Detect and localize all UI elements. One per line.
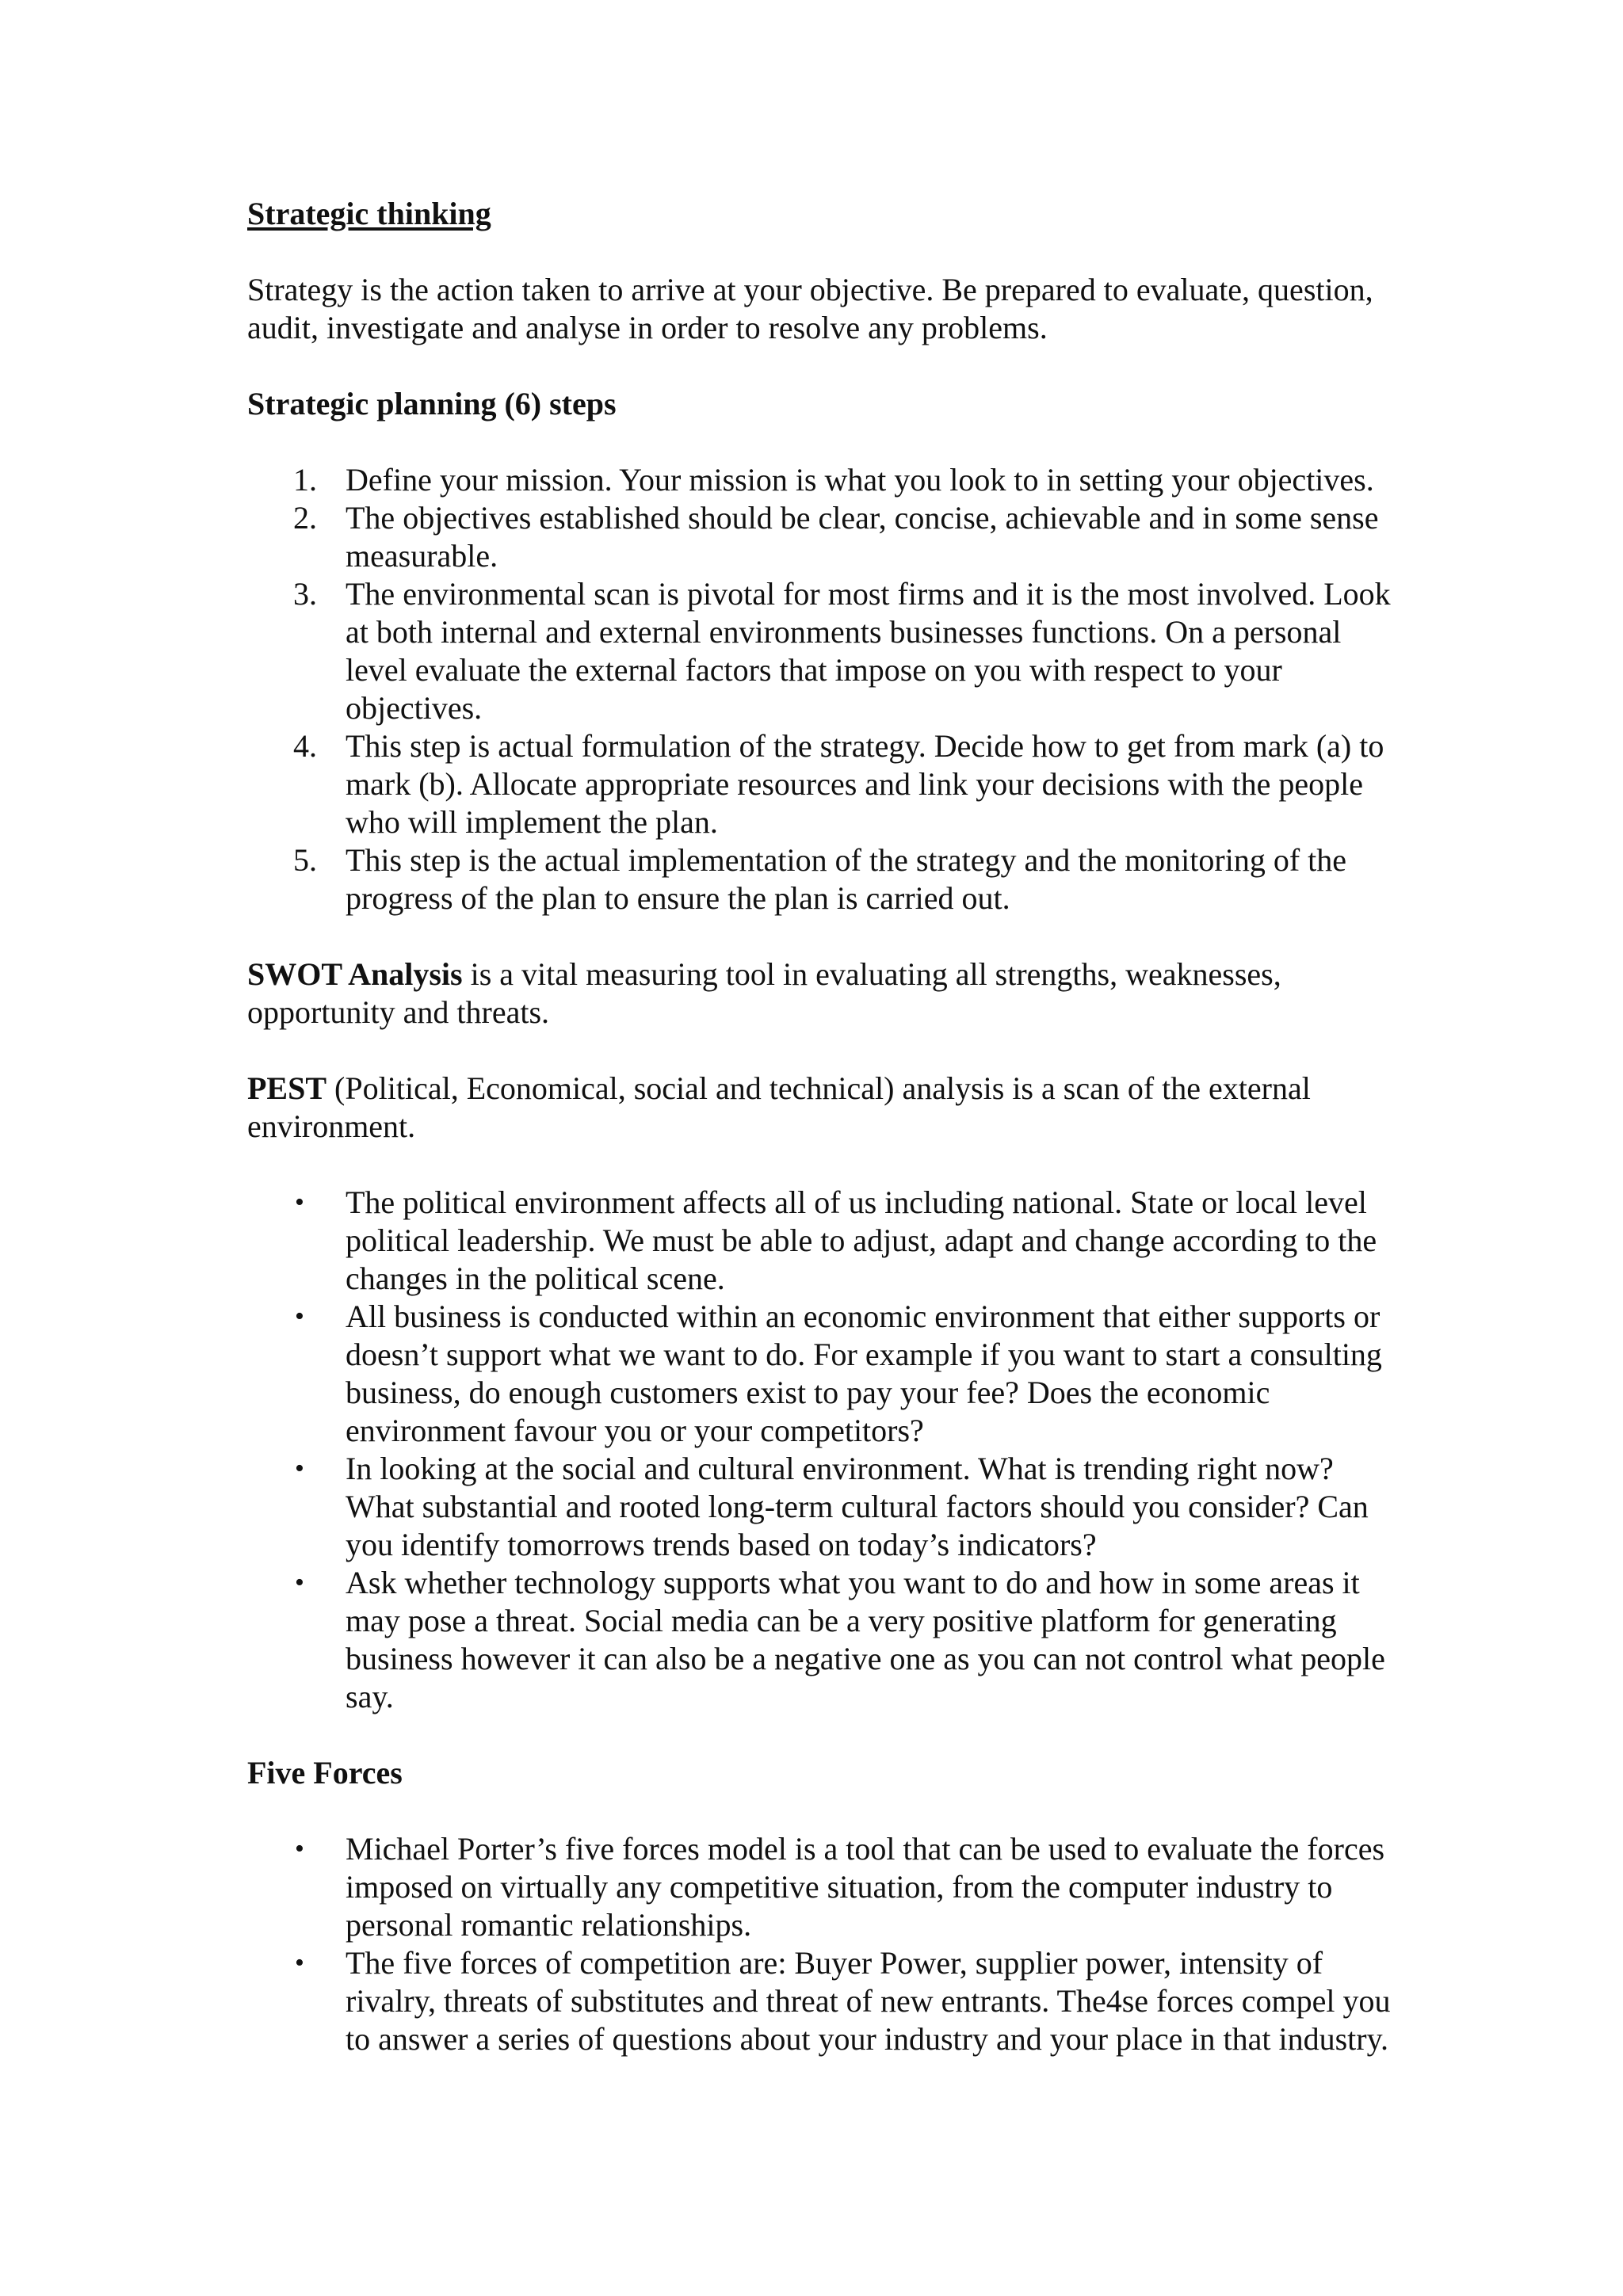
five-forces-bullet-list <box>247 1830 1396 2058</box>
bullet-icon: • <box>295 1834 304 1863</box>
list-item-text: Ask whether technology supports what you want to do and how in some areas it may pose a threat. Social media can be a very positive platform for generating business however it can also be a negative one as you can not control what people say. <box>346 1565 1385 1714</box>
list-item-text: Define your mission. Your mission is what you look to in setting your objectives. <box>346 462 1374 498</box>
pest-paragraph <box>247 1070 1396 1146</box>
list-item <box>247 841 1396 917</box>
planning-steps-list <box>247 461 1396 917</box>
list-item-text: All business is conducted within an economic environment that either supports or doesn’t support what we want to do. For example if you want to start a consulting business, do enough customers exist to pay your fee? Does the economic environment favour you or your competitors? <box>346 1299 1382 1448</box>
list-item <box>247 575 1396 727</box>
five-forces-heading: Five Forces <box>247 1755 403 1791</box>
bullet-icon: • <box>295 1568 304 1597</box>
pest-term: PEST <box>247 1070 327 1106</box>
list-number: 2. <box>293 500 317 536</box>
list-item <box>247 1184 1396 1298</box>
bullet-icon: • <box>295 1454 304 1483</box>
bullet-icon: • <box>295 1188 304 1217</box>
list-item <box>247 1830 1396 1944</box>
list-item <box>247 727 1396 841</box>
list-item-text: The environmental scan is pivotal for most firms and it is the most involved. Look at both internal and external environments businesses functions. On a personal level evaluate the external factors that impose on you with respect to your objectives. <box>346 576 1391 726</box>
bullet-icon: • <box>295 1302 304 1331</box>
document-title: Strategic thinking <box>247 196 491 231</box>
swot-text: is a vital measuring tool in evaluating all strengths, weaknesses, opportunity and threats. <box>247 956 1281 1030</box>
list-item-text: Michael Porter’s five forces model is a tool that can be used to evaluate the forces imposed on virtually any competitive situation, from the computer industry to personal romantic relationships. <box>346 1831 1385 1943</box>
list-item <box>247 1298 1396 1450</box>
list-item-text: This step is actual formulation of the strategy. Decide how to get from mark (a) to mark (b). Allocate appropriate resources and link your decisions with the people who will implement the plan. <box>346 728 1384 840</box>
list-number: 5. <box>293 842 317 878</box>
list-item <box>247 499 1396 575</box>
bullet-icon: • <box>295 1948 304 1978</box>
list-item-text: In looking at the social and cultural environment. What is trending right now? What substantial and rooted long-term cultural factors should you consider? Can you identify tomorrows trends based on today’s indicators? <box>346 1451 1369 1562</box>
list-item <box>247 1450 1396 1564</box>
list-item-text: The objectives established should be clear, concise, achievable and in some sense measurable. <box>346 500 1379 574</box>
list-item <box>247 1944 1396 2058</box>
list-item <box>247 461 1396 499</box>
planning-heading: Strategic planning (6) steps <box>247 386 617 421</box>
list-item-text: This step is the actual implementation of the strategy and the monitoring of the progress of the plan to ensure the plan is carried out. <box>346 842 1347 916</box>
document-page <box>247 195 1396 2058</box>
list-number: 1. <box>293 462 317 498</box>
list-number: 4. <box>293 728 317 764</box>
list-item-text: The five forces of competition are: Buyer Power, supplier power, intensity of rivalry, threats of substitutes and threat of new entrants. The4se forces compel you to answer a series of questions about your industry and your place in that industry. <box>346 1945 1391 2057</box>
swot-term: SWOT Analysis <box>247 956 463 992</box>
intro-paragraph: Strategy is the action taken to arrive at your objective. Be prepared to evaluate, question, audit, investigate and analyse in order to resolve any problems. <box>247 272 1373 345</box>
pest-bullet-list <box>247 1184 1396 1716</box>
list-item-text: The political environment affects all of us including national. State or local level political leadership. We must be able to adjust, adapt and change according to the changes in the political scene. <box>346 1184 1377 1296</box>
list-number: 3. <box>293 576 317 612</box>
list-item <box>247 1564 1396 1716</box>
pest-text: (Political, Economical, social and technical) analysis is a scan of the external environment. <box>247 1070 1311 1144</box>
swot-paragraph <box>247 955 1396 1032</box>
